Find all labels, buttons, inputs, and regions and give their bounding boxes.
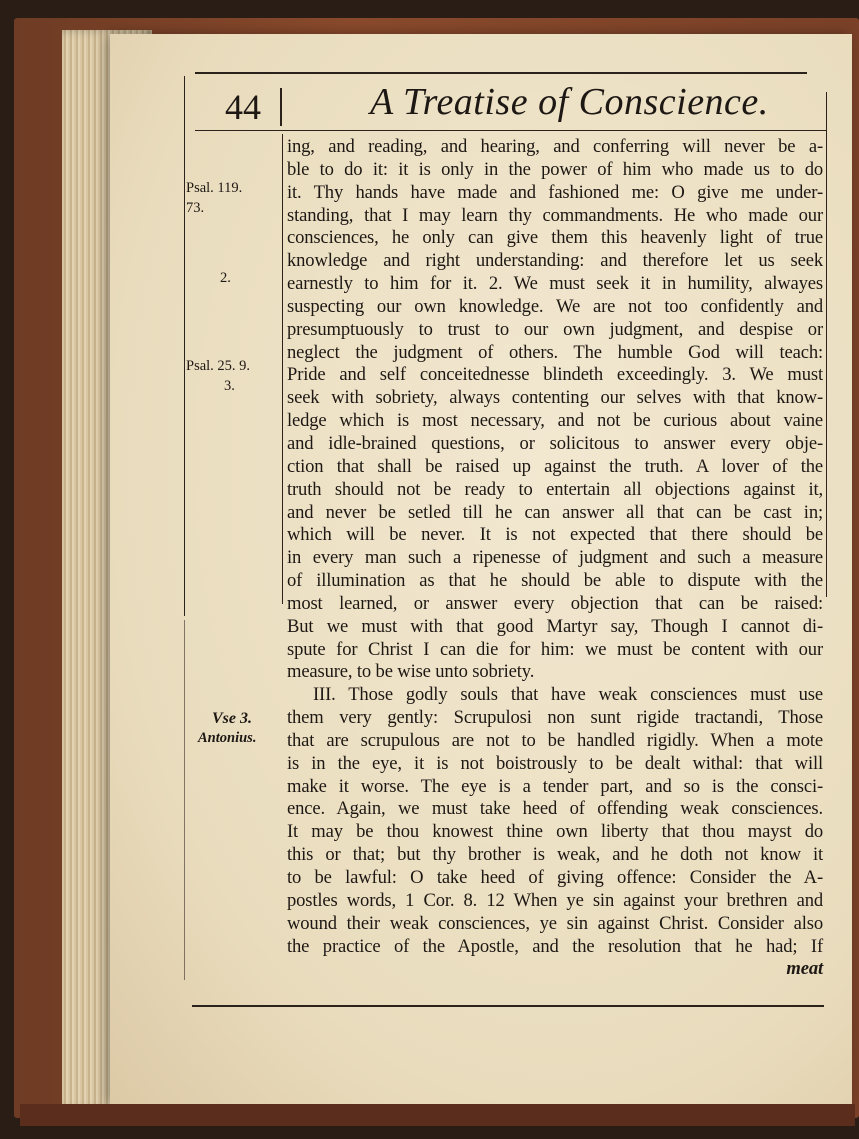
text-line: presumptuously to trust to our own judgment, and despise or bbox=[287, 318, 823, 340]
text-line: Pride and self conceitednesse blindeth exceedingly. 3. We must bbox=[287, 364, 823, 386]
text-line: and never be setled till he can answer all that can be cast in; bbox=[287, 501, 823, 523]
text-line: it. Thy hands have made and fashioned me: O give me under- bbox=[287, 181, 823, 203]
margin-note-psal-25: Psal. 25. 9. bbox=[186, 358, 251, 374]
page-number: 44 bbox=[225, 87, 261, 127]
text-line: of illumination as that he should be able to dispute with the bbox=[287, 570, 823, 592]
bottom-rule bbox=[192, 1005, 824, 1007]
text-line: wound their weak consciences, ye sin against Christ. Consider also bbox=[287, 912, 823, 934]
text-line: measure, to be wise unto sobriety. bbox=[287, 661, 535, 683]
header-rule bbox=[195, 72, 807, 74]
text-line: ing, and reading, and hearing, and conferring will never be a- bbox=[287, 136, 823, 157]
text-column-rule bbox=[282, 134, 283, 604]
margin-note-use-3: Vse 3. bbox=[212, 710, 252, 727]
margin-rule-lower bbox=[184, 620, 185, 980]
margin-note-2: 2. bbox=[220, 270, 231, 286]
text-line: standing, that I may learn thy commandments. He who made our bbox=[287, 204, 823, 226]
text-line: suspecting our own knowledge. We are not too confidently and bbox=[287, 295, 823, 317]
margin-note-3: 3. bbox=[224, 378, 235, 394]
text-line: But we must with that good Martyr say, Though I cannot di- bbox=[287, 615, 823, 637]
text-line: in every man such a ripenesse of judgment and such a measure bbox=[287, 547, 823, 569]
text-line: which will be never. It is not expected that there should be bbox=[287, 524, 823, 546]
text-line: this or that; but thy brother is weak, and he doth not know it bbox=[287, 844, 823, 866]
text-line: seek with sobriety, always contenting our selves with that know- bbox=[287, 387, 823, 409]
text-line: them very gently: Scrupulosi non sunt rigide tractandi, Those bbox=[287, 707, 823, 729]
header-separator bbox=[280, 88, 282, 126]
text-line: ence. Again, we must take heed of offending weak consciences. bbox=[287, 798, 823, 820]
running-title: A Treatise of Conscience. bbox=[370, 81, 769, 123]
margin-rule bbox=[184, 76, 185, 616]
text-line: most learned, or answer every objection that can be raised: bbox=[287, 592, 823, 614]
text-line: ction that shall be raised up against the truth. A lover of the bbox=[287, 455, 823, 477]
text-line: that are scrupulous are not to be handled rigidly. When a mote bbox=[287, 729, 823, 751]
text-line: III. Those godly souls that have weak consciences must use bbox=[313, 684, 823, 706]
right-column-rule bbox=[826, 92, 827, 597]
text-line: knowledge and right understanding: and therefore let us seek bbox=[287, 250, 823, 272]
text-line: make it worse. The eye is a tender part, and so is the consci- bbox=[287, 775, 823, 797]
header-underline bbox=[195, 130, 827, 131]
text-line: It may be thou knowest thine own liberty that thou mayst do bbox=[287, 821, 823, 843]
text-line: ledge which is most necessary, and not be curious about vaine bbox=[287, 410, 823, 432]
text-line: and idle-brained questions, or solicitous to answer every obje- bbox=[287, 432, 823, 454]
text-line: ble to do it: it is only in the power of him who made us to do bbox=[287, 158, 823, 180]
text-line: spute for Christ I can die for him: we must be content with our bbox=[287, 638, 823, 660]
text-line: neglect the judgment of others. The humble God will teach: bbox=[287, 341, 823, 363]
text-line: truth should not be ready to entertain all objections against it, bbox=[287, 478, 823, 500]
text-line: postles words, 1 Cor. 8. 12 When ye sin against your brethren and bbox=[287, 889, 823, 911]
margin-note-antonius: Antonius. bbox=[198, 730, 257, 746]
text-line: to be lawful: O take heed of giving offence: Consider the A- bbox=[287, 867, 823, 888]
book-bottom-edge bbox=[20, 1104, 855, 1126]
body-text bbox=[287, 136, 823, 981]
text-line: is in the eye, it is not boistrously to be dealt withal: that will bbox=[287, 752, 823, 774]
margin-note-psal-119: Psal. 119. bbox=[186, 180, 243, 196]
catchword: meat bbox=[786, 958, 823, 980]
margin-note-psal-119-verse: 73. bbox=[186, 200, 205, 216]
text-line: consciences, he only can give them this heavenly light of true bbox=[287, 227, 823, 249]
text-line: the practice of the Apostle, and the resolution that he had; If bbox=[287, 935, 823, 957]
text-line: earnestly to him for it. 2. We must seek it in humility, alwayes bbox=[287, 273, 823, 295]
